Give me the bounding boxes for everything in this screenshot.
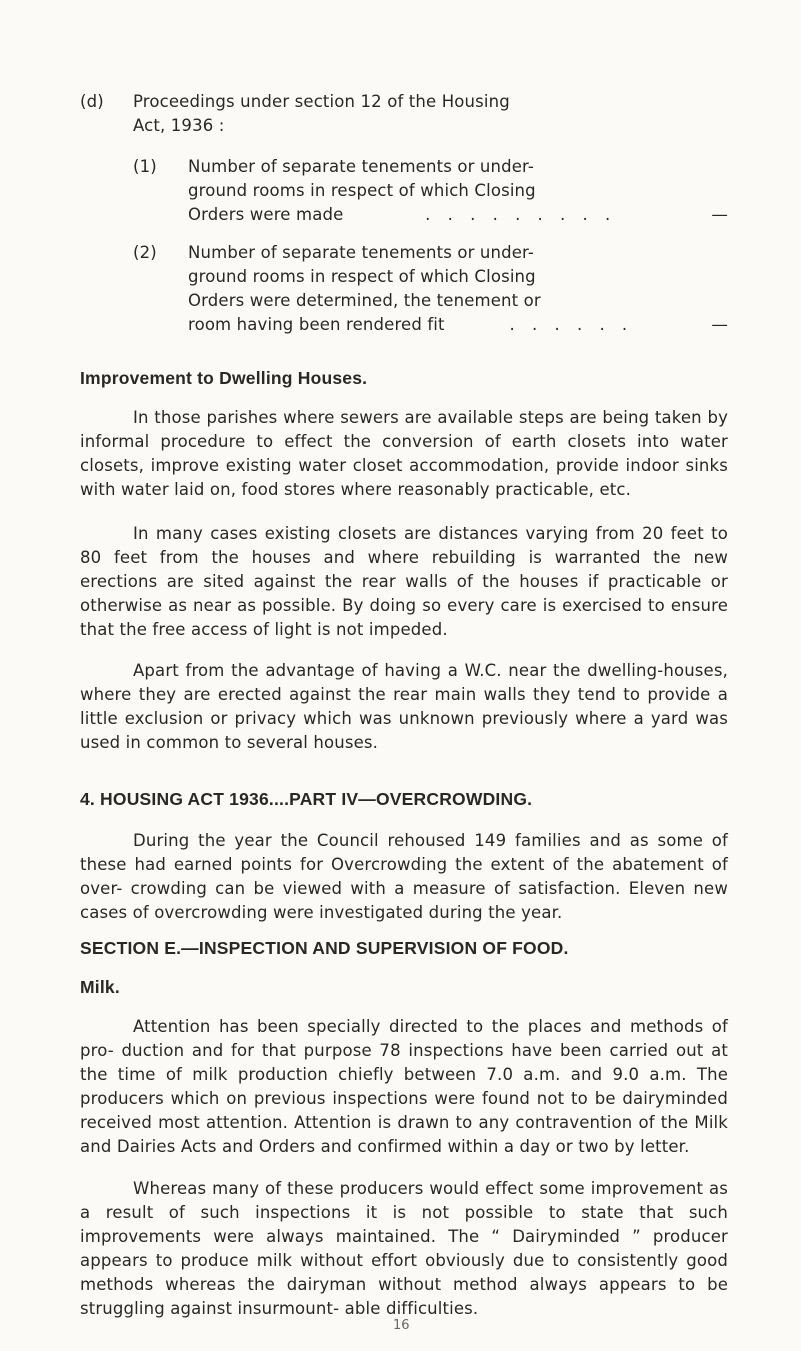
- proceedings-label: (d): [80, 92, 104, 111]
- improvement-paragraph-2: In many cases existing closets are distances varying from 20 feet to 80 feet from the houses and where rebuilding is warranted the new erections are sited against the rear walls of the houses if practicable or otherwise as near as possible. By doing so every care is exercised to ensure that the free access of light is not impeded.: [80, 524, 728, 639]
- proceedings-intro-line-2: Act, 1936 :: [133, 116, 225, 135]
- section-e-heading: SECTION E.—INSPECTION AND SUPERVISION OF FOOD.: [80, 938, 569, 958]
- overcrowding-paragraph: During the year the Council rehoused 149 families and as some of these had earned points for Overcrowding the extent of the abatement of over- crowding can be viewed with a measure of satisfaction. Eleven new cases of overcrowding were investigated during the year.: [80, 831, 728, 922]
- item-1-leader-row: [188, 203, 728, 227]
- item-2-line-1: Number of separate tenements or under-: [188, 243, 535, 262]
- item-2-line-2: ground rooms in respect of which Closing: [188, 267, 536, 286]
- proceedings-intro-line-1: Proceedings under section 12 of the Housing: [133, 92, 510, 111]
- improvement-paragraph-3: Apart from the advantage of having a W.C. near the dwelling-houses, where they are erected against the rear main walls they tend to provide a little exclusion or privacy which was unknown previously where a yard was used in common to several houses.: [80, 661, 728, 752]
- item-2-line-4: room having been rendered fit: [188, 315, 445, 334]
- milk-paragraph-1: Attention has been specially directed to the places and methods of pro- duction and for that purpose 78 inspections have been carried out at the time of milk production chiefly between 7.0 a.m. and 9.0 a.m. The producers which on previous inspections were found not to be dairyminded received most attention. Attention is drawn to any contravention of the Milk and Dairies Acts and Orders and confirmed within a day or two by letter.: [80, 1017, 728, 1156]
- item-1-line-3: Orders were made: [188, 205, 344, 224]
- overcrowding-heading: 4. HOUSING ACT 1936....PART IV—OVERCROWDING.: [80, 789, 533, 809]
- item-1-line-1: Number of separate tenements or under-: [188, 157, 535, 176]
- proceedings-intro: [133, 90, 713, 138]
- milk-subheading: Milk.: [80, 977, 120, 997]
- improvement-heading: Improvement to Dwelling Houses.: [80, 368, 368, 388]
- item-2-number: (2): [133, 243, 157, 262]
- item-2-dot-leader: . . . . . .: [509, 315, 634, 334]
- item-2: [188, 241, 728, 337]
- item-2-leader-row: [188, 313, 728, 337]
- milk-paragraph-2: Whereas many of these producers would effect some improvement as a result of such inspections it is not possible to state that such improvements were always maintained. The “ Dairyminded ” producer appears to produce milk without effort obviously due to consistently good methods whereas the dairyman without method always appears to be struggling against insurmount- able difficulties.: [80, 1179, 728, 1318]
- item-1-value: —: [711, 205, 728, 224]
- item-2-line-3: Orders were determined, the tenement or: [188, 291, 541, 310]
- item-1-number: (1): [133, 157, 157, 176]
- item-1: [188, 155, 728, 227]
- item-1-dot-leader: . . . . . . . . .: [425, 205, 617, 224]
- item-2-value: —: [711, 315, 728, 334]
- item-1-line-2: ground rooms in respect of which Closing: [188, 181, 536, 200]
- improvement-paragraph-1: In those parishes where sewers are available steps are being taken by informal procedure to effect the conversion of earth closets into water closets, improve existing water closet accommodation, provide indoor sinks with water laid on, food stores where reasonably practicable, etc.: [80, 408, 728, 499]
- page-number: 16: [393, 1318, 410, 1333]
